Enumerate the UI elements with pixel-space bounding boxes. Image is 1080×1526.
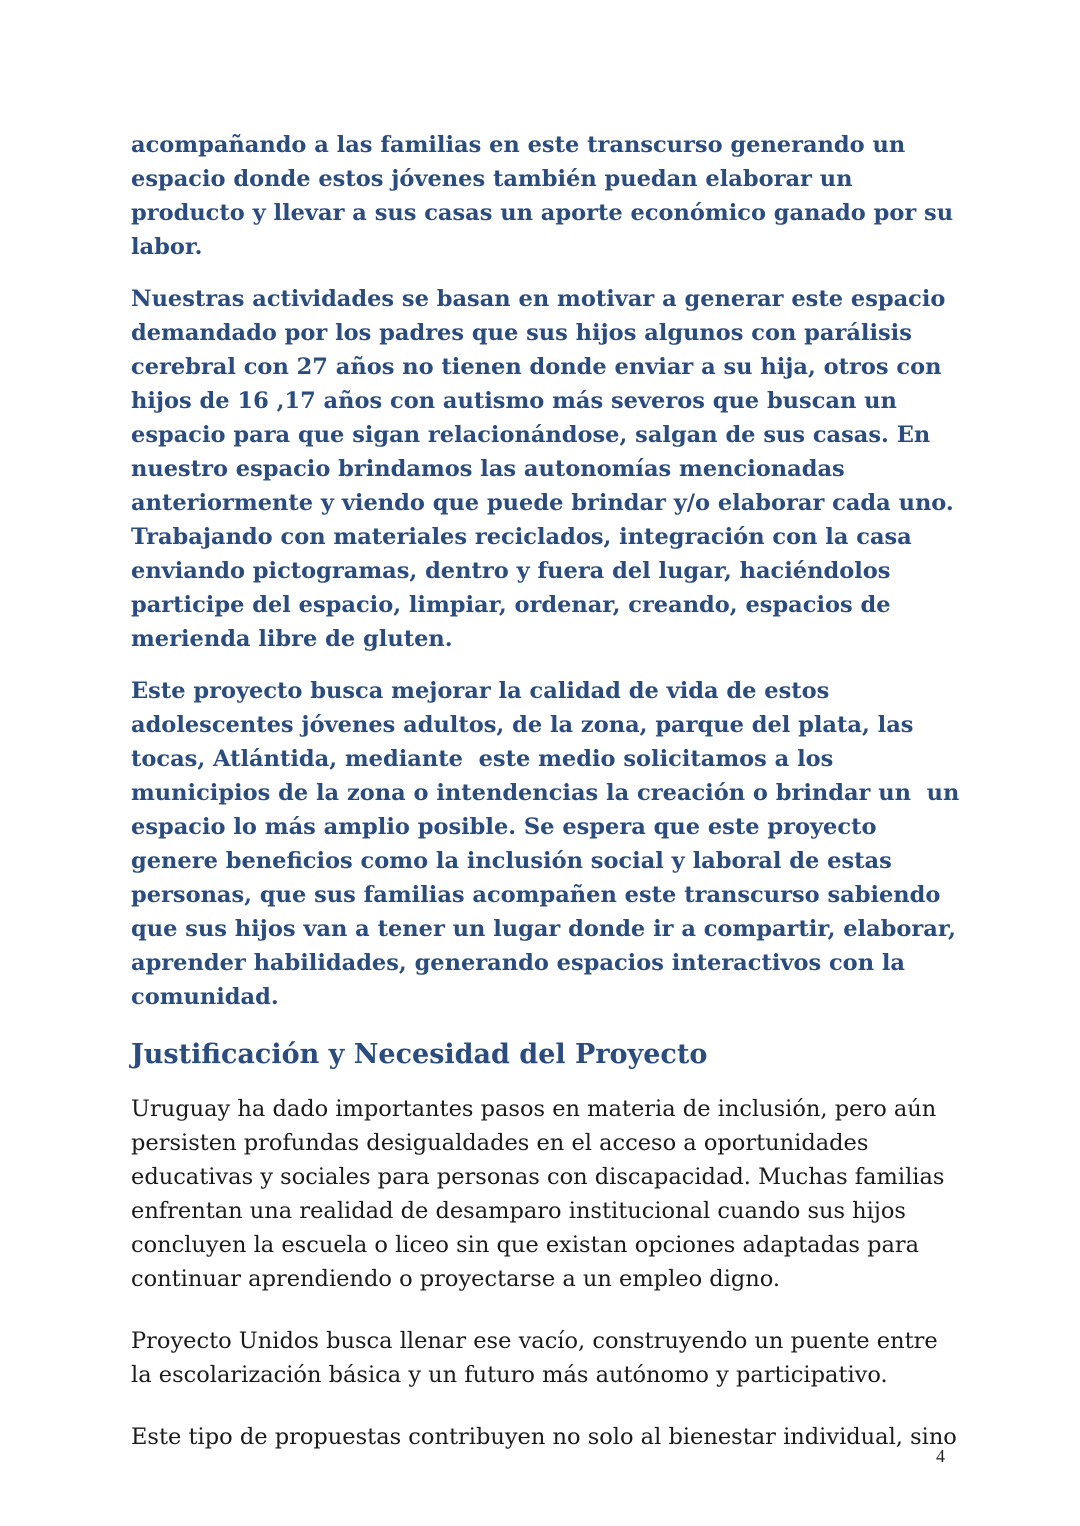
page-number: 4 bbox=[936, 1446, 945, 1466]
bold-paragraph-1: acompañando a las familias en este transcurso generando un espacio donde estos jóvenes también puedan elaborar un producto y llevar a sus casas un aporte económico ganado por su labor. bbox=[131, 132, 961, 260]
document-page bbox=[131, 128, 968, 1482]
body-paragraph-2: Proyecto Unidos busca llenar ese vacío, construyendo un puente entre la escolarización básica y un futuro más autónomo y participativo. bbox=[131, 1328, 938, 1388]
section-heading: Justificación y Necesidad del Proyecto bbox=[131, 1039, 708, 1070]
body-paragraph-1: Uruguay ha dado importantes pasos en materia de inclusión, pero aún persisten profundas desigualdades en el acceso a oportunidades educativas y sociales para personas con discapacidad. Muchas familias enfrentan una realidad de desamparo institucional cuando sus hijos concluyen la escuela o liceo sin que existan opciones adaptadas para continuar aprendiendo o proyectarse a un empleo digno. bbox=[131, 1096, 945, 1292]
bold-paragraph-3: Este proyecto busca mejorar la calidad de vida de estos adolescentes jóvenes adultos, de la zona, parque del plata, las tocas, Atlántida, mediante este medio solicitamos a los municipios de la zona o intendencias la creación o brindar un un espacio lo más amplio posible. Se espera que este proyecto genere beneficios como la inclusión social y laboral de estas personas, que sus familias acompañen este transcurso sabiendo que sus hijos van a tener un lugar donde ir a compartir, elaborar, aprender habilidades, generando espacios interactivos con la comunidad. bbox=[131, 678, 968, 1010]
bold-paragraph-2: Nuestras actividades se basan en motivar a generar este espacio demandado por los padres que sus hijos algunos con parálisis cerebral con 27 años no tienen donde enviar a su hija, otros con hijos de 16 ,17 años con autismo más severos que buscan un espacio para que sigan relacionándose, salgan de sus casas. En nuestro espacio brindamos las autonomías mencionadas anteriormente y viendo que puede brindar y/o elaborar cada uno. Trabajando con materiales reciclados, integración con la casa enviando pictogramas, dentro y fuera del lugar, haciéndolos participe del espacio, limpiar, ordenar, creando, espacios de merienda libre de gluten. bbox=[131, 286, 962, 652]
body-paragraph-3: Este tipo de propuestas contribuyen no solo al bienestar individual, sino bbox=[131, 1424, 957, 1450]
